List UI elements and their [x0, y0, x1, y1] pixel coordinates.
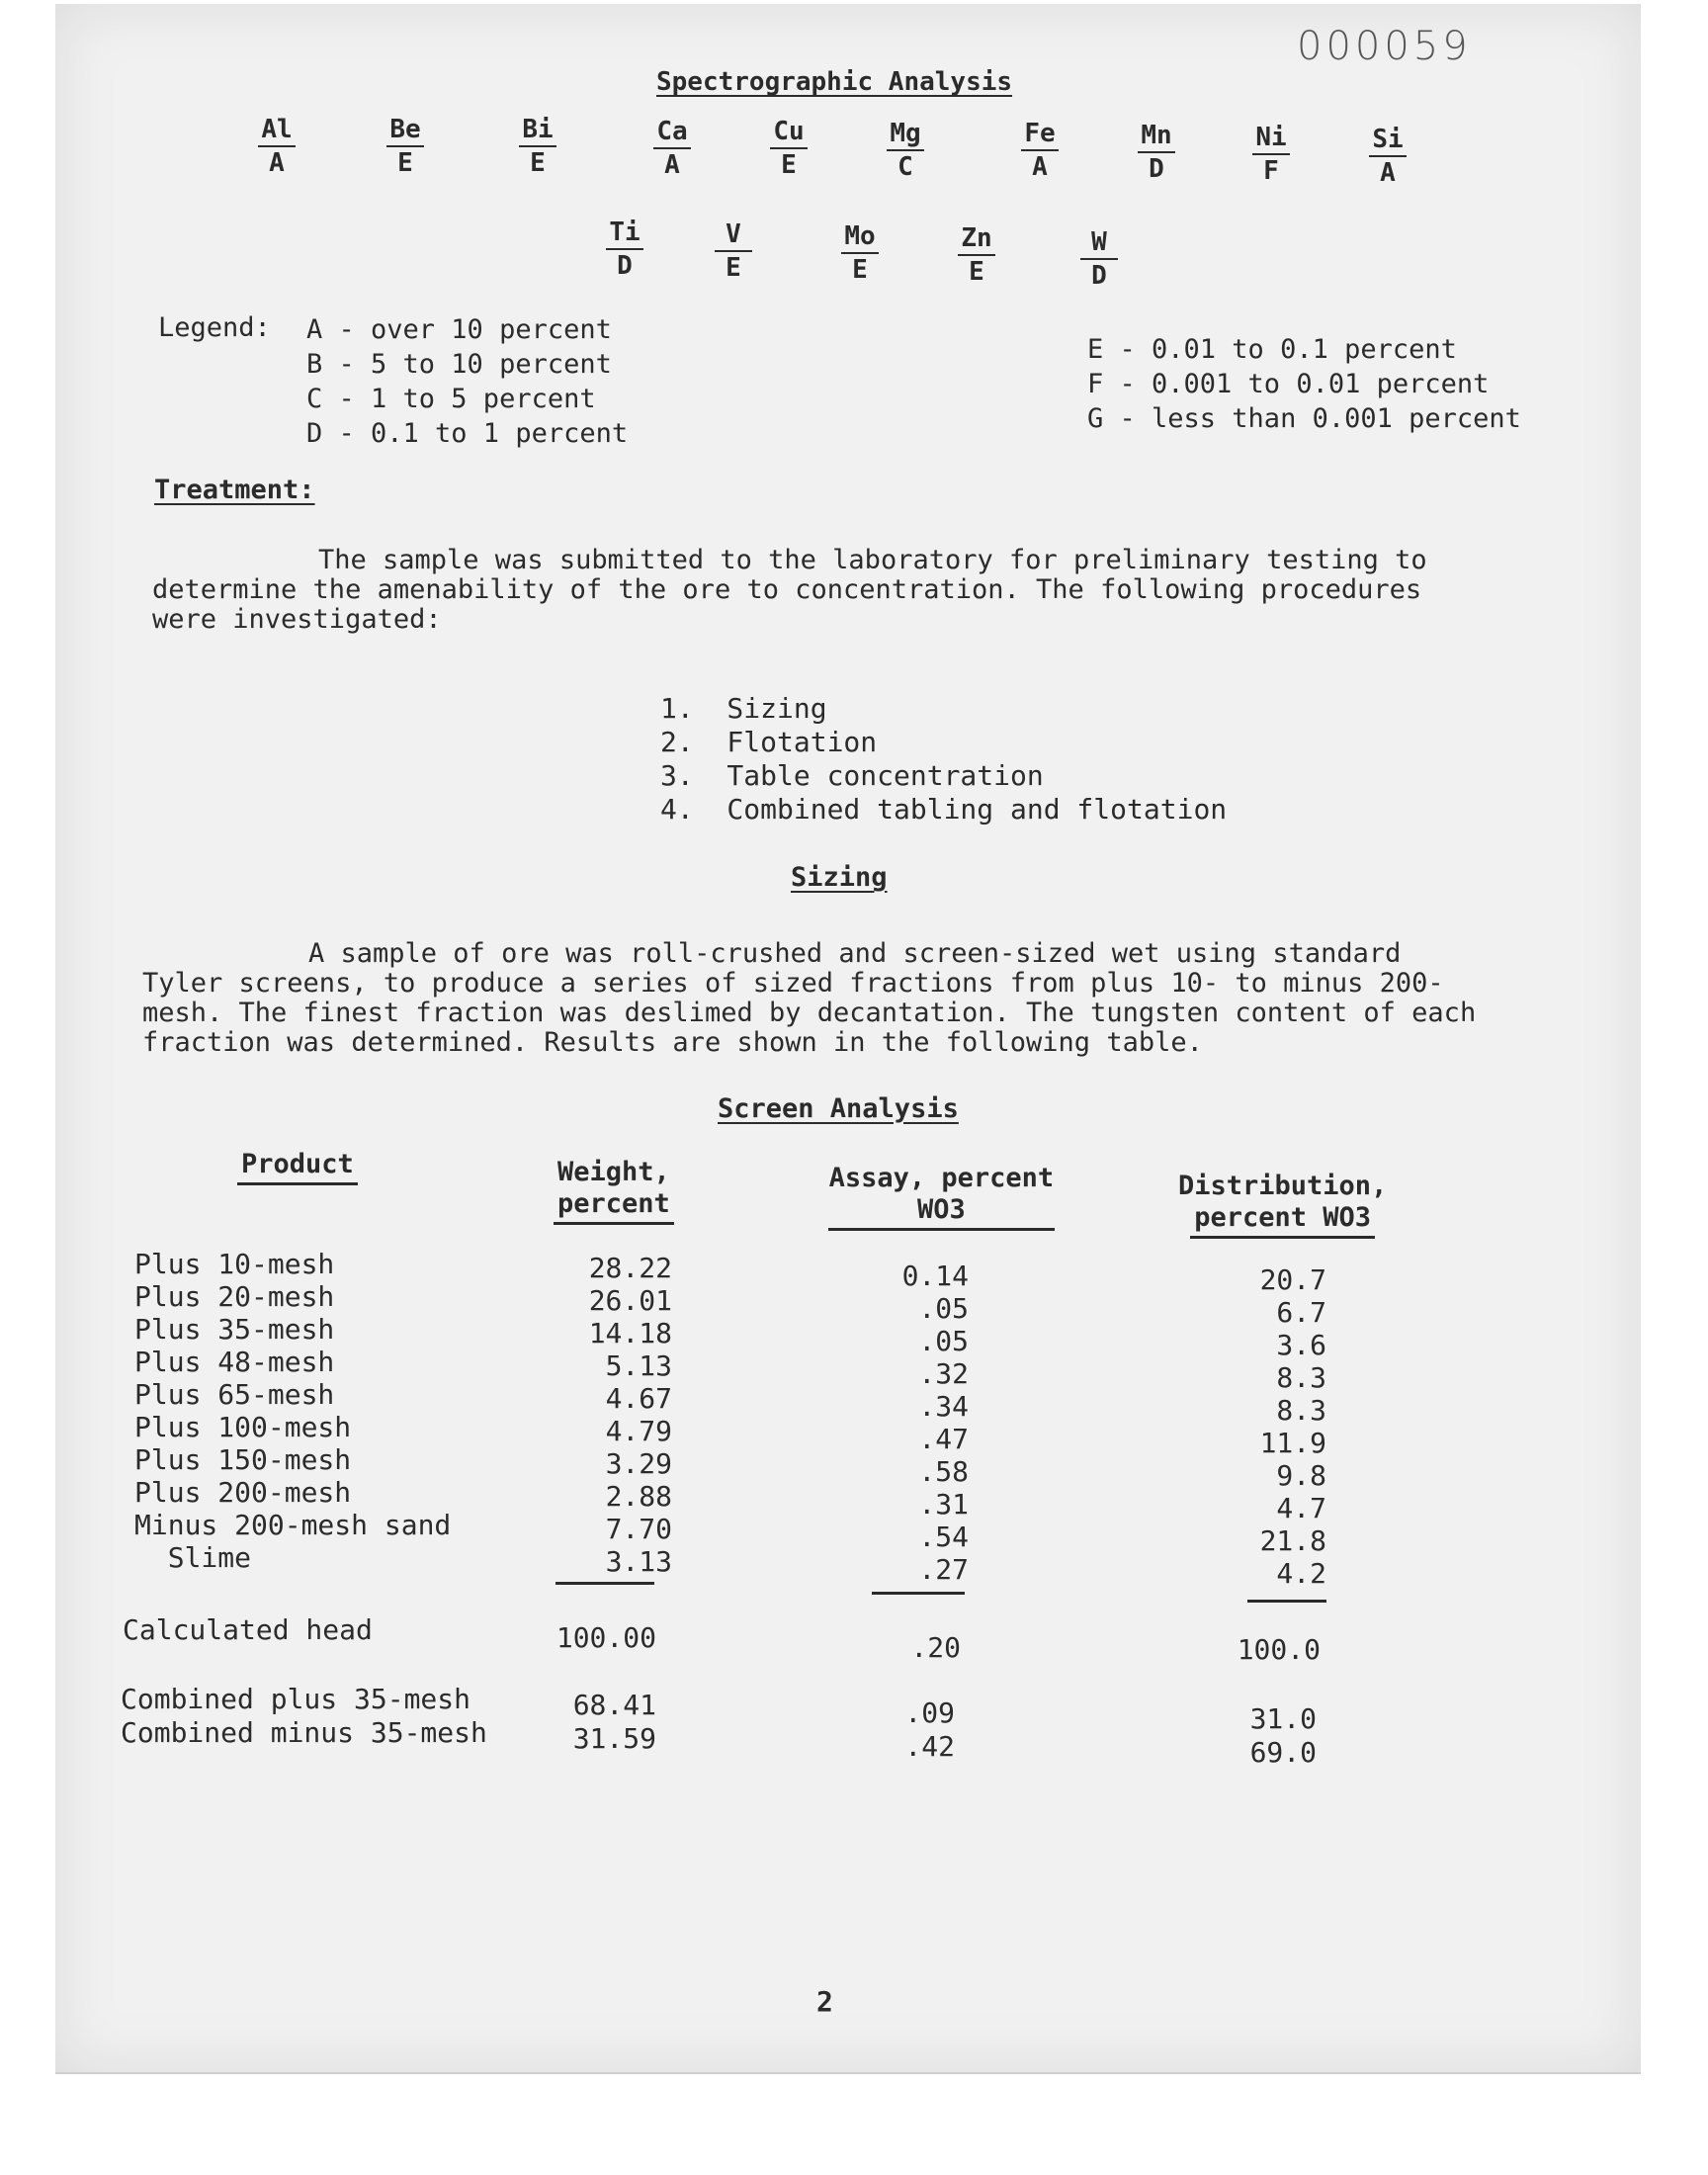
- element-bi: [498, 117, 577, 178]
- header-text: percent: [554, 1188, 674, 1225]
- element-mg: [866, 121, 945, 182]
- table-cell: 11.9: [1259, 1427, 1326, 1459]
- total-rule: [872, 1592, 965, 1595]
- calculated-head-distribution: 100.0: [1237, 1633, 1321, 1666]
- legend-item: D - 0.1 to 1 percent: [306, 418, 629, 449]
- table-cell: Plus 200-mesh: [134, 1476, 352, 1509]
- legend-item: F - 0.001 to 0.01 percent: [1087, 369, 1490, 399]
- table-cell: 3.13: [605, 1545, 672, 1578]
- header-text: Product: [237, 1149, 358, 1185]
- table-cell: 4.7: [1276, 1492, 1326, 1524]
- combined-minus-distribution: 69.0: [1249, 1736, 1317, 1769]
- paragraph-body: Tyler screens, to produce a series of sized fractions from plus 10- to minus 200-mesh. The finest fraction was deslimed by decantation. The tungsten content of each fraction was determined. Results are shown in the following table.: [142, 968, 1477, 1058]
- element-mn: [1117, 123, 1196, 184]
- element-symbol: Ca: [653, 119, 691, 149]
- element-grade: D: [1091, 261, 1107, 292]
- element-grade: E: [969, 257, 984, 288]
- table-cell: 7.70: [605, 1513, 672, 1545]
- element-fe: [1000, 121, 1079, 182]
- element-v: [694, 221, 773, 283]
- list-item: 2. Flotation: [660, 726, 878, 758]
- paragraph-body: determine the amenability of the ore to concentration. The following procedures were investigated:: [152, 574, 1422, 635]
- legend-item: C - 1 to 5 percent: [306, 384, 596, 414]
- legend-label: Legend:: [158, 312, 271, 343]
- table-cell: .32: [918, 1357, 969, 1390]
- element-zn: [937, 225, 1016, 287]
- element-be: [366, 117, 445, 178]
- table-cell: 4.67: [605, 1382, 672, 1415]
- element-ni: [1232, 125, 1311, 186]
- column-header-assay: [828, 1163, 1055, 1231]
- table-cell: 2.88: [605, 1480, 672, 1513]
- element-symbol: Cu: [770, 119, 808, 149]
- list-item: 3. Table concentration: [660, 759, 1044, 792]
- table-cell: Plus 65-mesh: [134, 1378, 335, 1411]
- document-number: 000059: [1297, 24, 1472, 69]
- combined-minus-weight: 31.59: [572, 1722, 656, 1755]
- element-symbol: Mn: [1138, 123, 1175, 153]
- element-grade: D: [1149, 154, 1164, 185]
- screen-analysis-title: Screen Analysis: [718, 1093, 959, 1124]
- table-cell: Plus 20-mesh: [134, 1280, 335, 1313]
- table-cell: .27: [918, 1553, 969, 1586]
- header-text: percent WO3: [1190, 1202, 1375, 1239]
- column-header-product: [237, 1149, 358, 1185]
- table-cell: 6.7: [1276, 1296, 1326, 1329]
- table-cell: Plus 150-mesh: [134, 1443, 352, 1476]
- table-cell: 26.01: [588, 1284, 672, 1317]
- table-cell: 3.6: [1276, 1329, 1326, 1361]
- table-cell: .31: [918, 1488, 969, 1521]
- element-grade: E: [726, 253, 741, 284]
- paragraph-first-line: The sample was submitted to the laboratory for preliminary testing to: [318, 545, 1427, 575]
- element-grade: A: [664, 150, 680, 181]
- combined-plus-assay: .09: [904, 1696, 955, 1729]
- paragraph-first-line: A sample of ore was roll-crushed and screen-sized wet using standard: [308, 938, 1402, 969]
- calculated-head-assay: .20: [910, 1631, 961, 1664]
- table-cell: Slime: [134, 1541, 252, 1574]
- element-grade: D: [617, 251, 633, 282]
- page-number: 2: [816, 1985, 833, 2018]
- element-grade: E: [781, 150, 797, 181]
- combined-plus-label: Combined plus 35-mesh: [121, 1683, 471, 1715]
- element-mo: [820, 223, 899, 285]
- element-grade: C: [897, 152, 913, 183]
- table-cell: Plus 100-mesh: [134, 1411, 352, 1443]
- table-cell: Plus 48-mesh: [134, 1346, 335, 1378]
- weight-column: [554, 1252, 672, 1578]
- element-symbol: Si: [1369, 127, 1407, 157]
- table-cell: 9.8: [1276, 1459, 1326, 1492]
- list-item: 1. Sizing: [660, 692, 827, 725]
- element-symbol: Mo: [841, 223, 879, 254]
- element-grade: E: [530, 148, 546, 179]
- spectrographic-title: Spectrographic Analysis: [656, 67, 1013, 97]
- element-grade: A: [1380, 158, 1396, 189]
- legend-item: E - 0.01 to 0.1 percent: [1087, 334, 1457, 365]
- table-cell: .34: [918, 1390, 969, 1423]
- element-symbol: Be: [386, 117, 424, 147]
- treatment-heading: Treatment:: [154, 475, 315, 505]
- element-symbol: Mg: [887, 121, 924, 151]
- total-rule: [555, 1582, 654, 1585]
- element-grade: A: [269, 148, 285, 179]
- element-symbol: Al: [258, 117, 296, 147]
- element-grade: F: [1263, 156, 1279, 187]
- table-cell: 0.14: [901, 1260, 969, 1292]
- table-cell: 4.2: [1276, 1557, 1326, 1590]
- legend-left: [306, 312, 628, 451]
- table-cell: .54: [918, 1521, 969, 1553]
- calculated-head-weight: 100.00: [555, 1621, 656, 1654]
- element-symbol: Zn: [958, 225, 995, 256]
- table-cell: 8.3: [1276, 1361, 1326, 1394]
- element-grade: E: [397, 148, 413, 179]
- table-cell: .05: [918, 1292, 969, 1325]
- table-cell: 5.13: [605, 1349, 672, 1382]
- sizing-paragraph: [142, 939, 1496, 1058]
- combined-minus-label: Combined minus 35-mesh: [121, 1716, 487, 1749]
- table-cell: Plus 35-mesh: [134, 1313, 335, 1346]
- element-ti: [585, 219, 664, 281]
- element-cu: [749, 119, 828, 180]
- element-si: [1348, 127, 1427, 188]
- combined-minus-assay: .42: [904, 1730, 955, 1763]
- table-cell: 21.8: [1259, 1524, 1326, 1557]
- header-text: WO3: [828, 1194, 1055, 1231]
- element-grade: A: [1032, 152, 1048, 183]
- table-cell: Plus 10-mesh: [134, 1248, 335, 1280]
- total-rule: [1247, 1600, 1326, 1603]
- table-cell: .58: [918, 1455, 969, 1488]
- header-text: Assay, percent: [828, 1163, 1055, 1193]
- element-symbol: Fe: [1021, 121, 1059, 151]
- combined-plus-distribution: 31.0: [1249, 1702, 1317, 1735]
- element-symbol: V: [715, 221, 752, 252]
- legend-item: B - 5 to 10 percent: [306, 349, 612, 380]
- distribution-column: [1218, 1263, 1326, 1590]
- table-cell: 3.29: [605, 1447, 672, 1480]
- table-cell: 28.22: [588, 1252, 672, 1284]
- table-cell: 4.79: [605, 1415, 672, 1447]
- combined-plus-weight: 68.41: [572, 1689, 656, 1721]
- legend-item: G - less than 0.001 percent: [1087, 403, 1521, 434]
- procedure-list: [660, 692, 1227, 826]
- calculated-head-label: Calculated head: [123, 1613, 373, 1646]
- table-cell: Minus 200-mesh sand: [134, 1509, 452, 1541]
- table-cell: .47: [918, 1423, 969, 1455]
- legend-right: [1087, 332, 1521, 436]
- element-symbol: Ti: [606, 219, 643, 250]
- assay-column: [870, 1260, 969, 1586]
- element-ca: [633, 119, 712, 180]
- legend-item: A - over 10 percent: [306, 314, 612, 345]
- element-w: [1060, 229, 1139, 291]
- list-item: 4. Combined tabling and flotation: [660, 793, 1228, 826]
- product-column: [134, 1248, 451, 1574]
- table-cell: .05: [918, 1325, 969, 1357]
- header-text: Distribution,: [1178, 1171, 1388, 1201]
- element-grade: E: [852, 255, 868, 286]
- table-cell: 8.3: [1276, 1394, 1326, 1427]
- treatment-paragraph: [152, 546, 1496, 635]
- element-symbol: Ni: [1252, 125, 1290, 155]
- sizing-heading: Sizing: [791, 862, 888, 893]
- column-header-distribution: [1178, 1171, 1387, 1239]
- element-al: [237, 117, 316, 178]
- table-cell: 14.18: [588, 1317, 672, 1349]
- element-symbol: Bi: [519, 117, 556, 147]
- column-header-weight: [554, 1157, 674, 1225]
- header-text: Weight,: [557, 1157, 670, 1187]
- element-symbol: W: [1080, 229, 1118, 260]
- table-cell: 20.7: [1259, 1263, 1326, 1296]
